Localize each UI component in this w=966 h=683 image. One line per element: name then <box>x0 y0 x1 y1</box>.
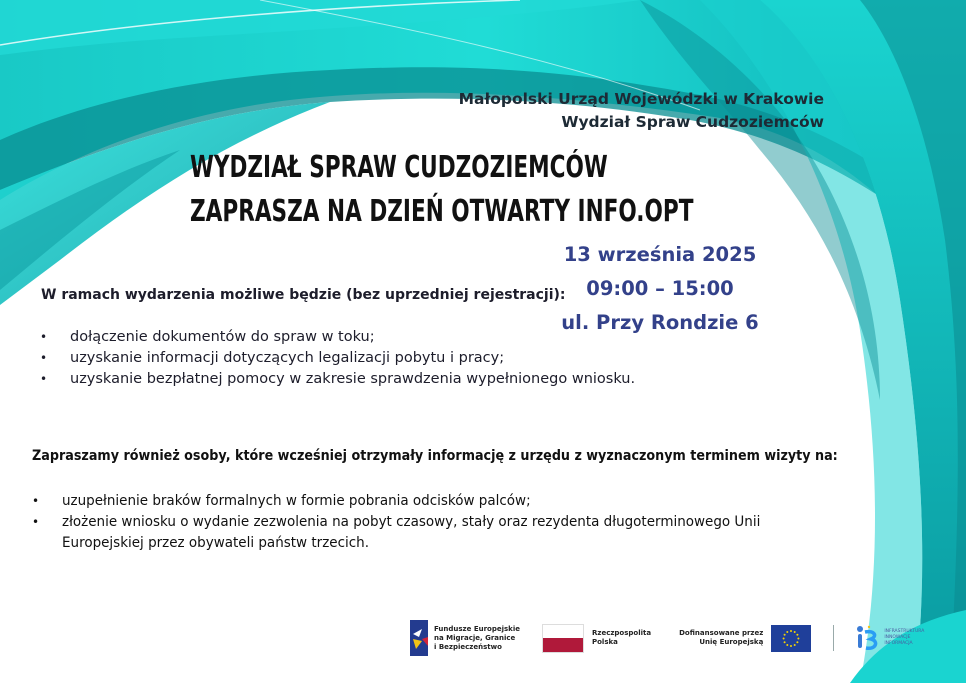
organization-name: Małopolski Urząd Wojewódzki w Krakowie <box>458 90 824 108</box>
bullet-icon: • <box>40 372 48 386</box>
list-item-continuation: Europejskiej przez obywateli państw trzecich. <box>62 535 369 551</box>
headline <box>190 146 694 234</box>
logo-divider <box>833 625 834 651</box>
list-item: • uzupełnienie braków formalnych w formie pobrania odcisków palców; <box>32 491 813 512</box>
bullet-icon: • <box>32 494 40 508</box>
list-item: • uzyskanie bezpłatnej pomocy w zakresie sprawdzenia wypełnionego wniosku. <box>40 369 635 390</box>
i3-logo-icon <box>854 624 880 652</box>
polish-flag-icon <box>542 624 584 653</box>
section-1-list <box>40 327 635 390</box>
eu-flag-icon <box>771 625 811 652</box>
list-item: • dołączenie dokumentów do spraw w toku; <box>40 327 635 348</box>
event-date: 13 września 2025 <box>563 243 757 266</box>
event-time: 09:00 – 15:00 <box>586 277 734 300</box>
fe-star-icon <box>410 620 428 656</box>
section-2-title: Zapraszamy również osoby, które wcześniej otrzymały informację z urzędu z wyznaczonym terminem wizyty na: <box>32 448 838 464</box>
logo-eu-cofinanced: Dofinansowane przez Unię Europejską <box>679 625 811 652</box>
funding-logos-bar <box>410 618 924 658</box>
section-1-title: W ramach wydarzenia możliwe będzie (bez uprzedniej rejestracji): <box>41 287 566 303</box>
headline-line-2: ZAPRASZA NA DZIEŃ OTWARTY INFO.OPT <box>190 194 694 229</box>
organization-header <box>459 88 824 134</box>
bullet-icon: • <box>40 330 48 344</box>
bullet-icon: • <box>32 515 40 529</box>
list-item: • uzyskanie informacji dotyczących legalizacji pobytu i pracy; <box>40 348 635 369</box>
logo-i3-infrastruktura: INFRASTRUKTURA INNOWACJE INFORMACJA <box>854 624 924 652</box>
section-2-list <box>32 491 813 554</box>
headline-line-1: WYDZIAŁ SPRAW CUDZOZIEMCÓW <box>190 150 608 185</box>
list-item: • złożenie wniosku o wydanie zezwolenia na pobyt czasowy, stały oraz rezydenta długoterminowego Unii <box>32 512 813 533</box>
bullet-icon: • <box>40 351 48 365</box>
event-address: ul. Przy Rondzie 6 <box>561 311 759 334</box>
logo-fundusze-europejskie: Fundusze Europejskie na Migracje, Granice i Bezpieczeństwo <box>410 620 520 656</box>
logo-rzeczpospolita-polska: Rzeczpospolita Polska <box>542 624 651 653</box>
event-details <box>540 238 780 340</box>
department-name: Wydział Spraw Cudzoziemców <box>561 113 824 131</box>
